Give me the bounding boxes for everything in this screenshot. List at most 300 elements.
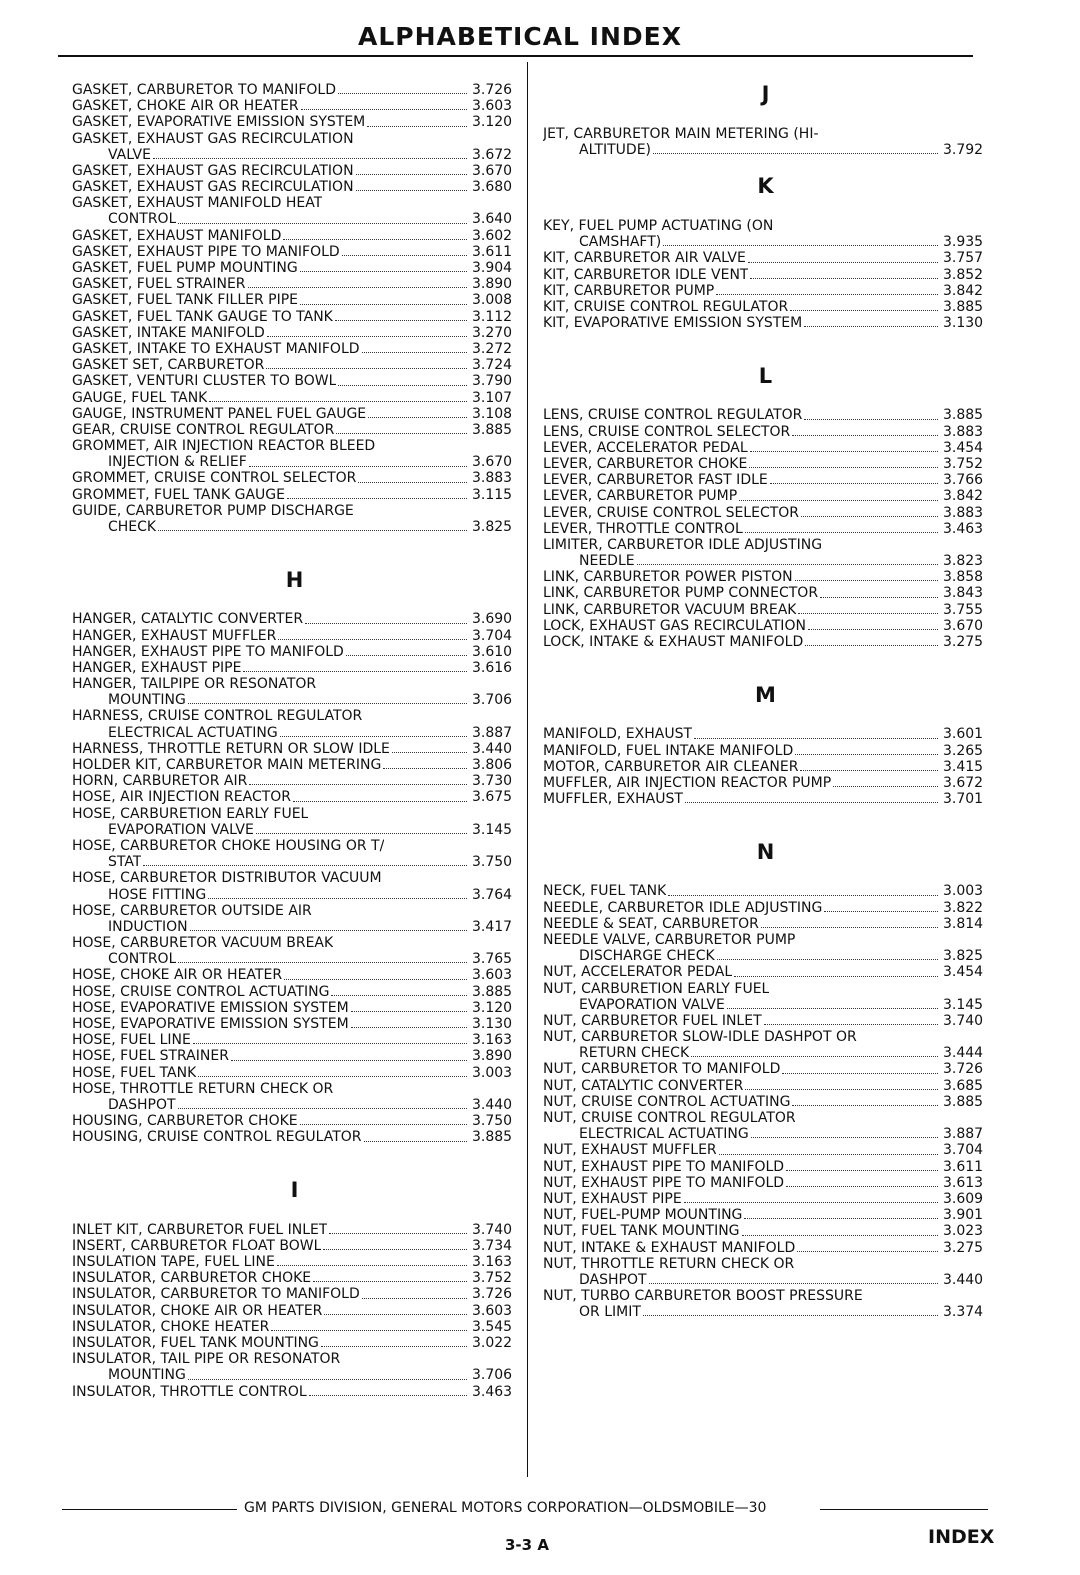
dot-leader <box>300 271 467 272</box>
dot-leader <box>748 262 938 263</box>
entry-section-number: 3.616 <box>472 659 513 676</box>
index-entry-line <box>543 981 988 997</box>
index-entry <box>543 1223 988 1239</box>
dot-leader <box>209 401 467 402</box>
entry-section-number: 3.444 <box>943 1045 984 1062</box>
index-entry <box>543 1191 988 1207</box>
entry-section-number: 3.023 <box>943 1223 984 1240</box>
entry-text: GROMMET, FUEL TANK GAUGE <box>72 486 285 503</box>
entry-text: HOSE, CARBURETOR CHOKE HOUSING OR T/ <box>72 837 385 854</box>
index-entry <box>543 883 988 899</box>
entry-text: INSULATOR, CARBURETOR CHOKE <box>72 1270 312 1287</box>
index-entry <box>543 472 988 488</box>
index-entry <box>72 406 517 422</box>
page-number: 3-3 A <box>505 1536 549 1554</box>
entry-text: NUT, CARBURETOR TO MANIFOLD <box>543 1061 781 1078</box>
index-entry <box>72 147 517 163</box>
dot-leader <box>824 911 938 912</box>
index-entry <box>72 741 517 757</box>
index-entry <box>72 789 517 805</box>
dot-leader <box>249 466 467 467</box>
entry-text: HOUSING, CRUISE CONTROL REGULATOR <box>72 1129 362 1146</box>
entry-section-number: 3.545 <box>472 1318 513 1335</box>
dot-leader <box>751 1137 938 1138</box>
index-entry <box>543 1126 988 1142</box>
entry-text: GAUGE, INSTRUMENT PANEL FUEL GAUGE <box>72 405 367 422</box>
entry-section-number: 3.890 <box>472 276 513 293</box>
entry-text: LEVER, CRUISE CONTROL SELECTOR <box>543 504 800 521</box>
dot-leader <box>231 1060 467 1061</box>
dot-leader <box>331 995 467 996</box>
entry-section-number: 3.842 <box>943 488 984 505</box>
entry-section-number: 3.107 <box>472 389 513 406</box>
dot-leader <box>367 126 467 127</box>
entry-text: NUT, CARBURETOR SLOW-IDLE DASHPOT OR <box>543 1029 857 1046</box>
column-divider <box>527 62 528 1477</box>
index-entry <box>543 553 988 569</box>
dot-leader <box>392 752 467 753</box>
entry-text: GASKET, INTAKE MANIFOLD <box>72 324 265 341</box>
entry-text: GASKET, FUEL STRAINER <box>72 276 246 293</box>
index-entry <box>72 822 517 838</box>
index-entry <box>543 916 988 932</box>
entry-section-number: 3.904 <box>472 260 513 277</box>
index-entry <box>543 299 988 315</box>
index-entry-line <box>72 1081 517 1097</box>
dot-leader <box>744 1218 938 1219</box>
entry-text: GAUGE, FUEL TANK <box>72 389 208 406</box>
entry-text: MANIFOLD, FUEL INTAKE MANIFOLD <box>543 742 794 759</box>
dot-leader <box>800 770 938 771</box>
index-entry <box>543 585 988 601</box>
index-entry <box>543 456 988 472</box>
entry-section-number: 3.843 <box>943 585 984 602</box>
dot-leader <box>750 278 938 279</box>
entry-text: HOSE, FUEL LINE <box>72 1032 191 1049</box>
entry-section-number: 3.454 <box>943 964 984 981</box>
dot-leader <box>792 435 938 436</box>
entry-text: GASKET, EXHAUST GAS RECIRCULATION <box>72 130 354 147</box>
index-entry <box>72 1384 517 1400</box>
index-entry <box>72 422 517 438</box>
index-entry <box>72 1319 517 1335</box>
dot-leader <box>188 703 467 704</box>
entry-section-number: 3.265 <box>943 742 984 759</box>
entry-section-number: 3.275 <box>943 1239 984 1256</box>
entry-text: GASKET, FUEL TANK FILLER PIPE <box>72 292 298 309</box>
index-entry <box>72 244 517 260</box>
dot-leader <box>300 304 467 305</box>
dot-leader <box>668 895 938 896</box>
dot-leader <box>786 1170 938 1171</box>
entry-text: ELECTRICAL ACTUATING <box>108 724 278 741</box>
dot-leader <box>356 174 467 175</box>
entry-text: GASKET, EXHAUST MANIFOLD HEAT <box>72 195 323 212</box>
entry-text: LOCK, INTAKE & EXHAUST MANIFOLD <box>543 634 804 651</box>
index-entry <box>72 1113 517 1129</box>
entry-text: LEVER, THROTTLE CONTROL <box>543 520 743 537</box>
entry-text: HOSE FITTING <box>108 886 207 903</box>
index-entry <box>72 373 517 389</box>
entry-text: INSERT, CARBURETOR FLOAT BOWL <box>72 1237 322 1254</box>
entry-text: KIT, EVAPORATIVE EMISSION SYSTEM <box>543 315 803 332</box>
page-title: ALPHABETICAL INDEX <box>357 22 683 51</box>
dot-leader <box>795 754 938 755</box>
section-label: INDEX <box>928 1526 995 1548</box>
entry-section-number: 3.750 <box>472 1113 513 1130</box>
entry-section-number: 3.163 <box>472 1254 513 1271</box>
entry-text: STAT <box>108 854 142 871</box>
dot-leader <box>362 1298 467 1299</box>
index-entry <box>543 618 988 634</box>
entry-text: NUT, INTAKE & EXHAUST MANIFOLD <box>543 1239 796 1256</box>
entry-text: NUT, EXHAUST MUFFLER <box>543 1142 717 1159</box>
dot-leader <box>243 671 467 672</box>
dot-leader <box>685 802 938 803</box>
entry-text: CONTROL <box>108 951 177 968</box>
index-entry <box>72 471 517 487</box>
dot-leader <box>649 1283 938 1284</box>
entry-text: GASKET, INTAKE TO EXHAUST MANIFOLD <box>72 340 360 357</box>
index-entry <box>72 341 517 357</box>
dot-leader <box>745 1089 938 1090</box>
entry-text: GROMMET, AIR INJECTION REACTOR BLEED <box>72 438 376 455</box>
entry-section-number: 3.757 <box>943 250 984 267</box>
dot-leader <box>808 629 938 630</box>
entry-text: NUT, CATALYTIC CONVERTER <box>543 1077 744 1094</box>
entry-text: GEAR, CRUISE CONTROL REGULATOR <box>72 421 335 438</box>
index-entry <box>72 163 517 179</box>
index-entry-line <box>72 903 517 919</box>
entry-section-number: 3.680 <box>472 179 513 196</box>
dot-leader <box>335 320 467 321</box>
entry-text: MUFFLER, AIR INJECTION REACTOR PUMP <box>543 774 832 791</box>
entry-text: MUFFLER, EXHAUST <box>543 791 683 808</box>
entry-text: NUT, FUEL TANK MOUNTING <box>543 1223 740 1240</box>
entry-section-number: 3.115 <box>472 486 513 503</box>
index-entry <box>543 634 988 650</box>
index-entry <box>543 1272 988 1288</box>
entry-text: KIT, CARBURETOR AIR VALVE <box>543 250 746 267</box>
index-entry <box>72 644 517 660</box>
dot-leader <box>719 1154 938 1155</box>
entry-section-number: 3.130 <box>943 315 984 332</box>
entry-text: HOSE, CHOKE AIR OR HEATER <box>72 967 283 984</box>
index-entry <box>543 791 988 807</box>
index-entry <box>72 1270 517 1286</box>
dot-leader <box>338 385 467 386</box>
dot-leader <box>153 158 467 159</box>
entry-text: ELECTRICAL ACTUATING <box>579 1126 749 1143</box>
entry-text: HOSE, FUEL TANK <box>72 1064 197 1081</box>
dot-leader <box>323 1249 467 1250</box>
entry-section-number: 3.145 <box>472 821 513 838</box>
index-entry <box>543 964 988 980</box>
dot-leader <box>248 287 467 288</box>
index-entry <box>543 1240 988 1256</box>
index-entry <box>72 854 517 870</box>
entry-section-number: 3.734 <box>472 1237 513 1254</box>
entry-section-number: 3.275 <box>943 634 984 651</box>
index-entry <box>72 309 517 325</box>
dot-leader <box>356 190 467 191</box>
entry-text: NUT, EXHAUST PIPE <box>543 1190 682 1207</box>
entry-text: LINK, CARBURETOR VACUUM BREAK <box>543 601 797 618</box>
dot-leader <box>351 1027 467 1028</box>
entry-text: HOSE, THROTTLE RETURN CHECK OR <box>72 1080 334 1097</box>
index-entry-line <box>72 676 517 692</box>
dot-leader <box>280 736 467 737</box>
index-entry-line <box>543 1256 988 1272</box>
dot-leader <box>727 1008 938 1009</box>
entry-section-number: 3.890 <box>472 1048 513 1065</box>
entry-section-number: 3.755 <box>943 601 984 618</box>
entry-text: LEVER, CARBURETOR CHOKE <box>543 455 748 472</box>
entry-section-number: 3.611 <box>472 243 513 260</box>
entry-section-number: 3.706 <box>472 692 513 709</box>
entry-text: NUT, CARBURETION EARLY FUEL <box>543 980 770 997</box>
entry-text: KEY, FUEL PUMP ACTUATING (ON <box>543 217 774 234</box>
dot-leader <box>717 959 938 960</box>
entry-text: NECK, FUEL TANK <box>543 883 667 900</box>
index-entry <box>543 759 988 775</box>
index-entry <box>72 82 517 98</box>
entry-section-number: 3.901 <box>943 1207 984 1224</box>
index-entry <box>543 250 988 266</box>
entry-text: INSULATOR, CARBURETOR TO MANIFOLD <box>72 1286 360 1303</box>
index-entry <box>72 98 517 114</box>
entry-section-number: 3.726 <box>943 1061 984 1078</box>
dot-leader <box>278 639 467 640</box>
index-entry <box>543 315 988 331</box>
dot-leader <box>761 927 938 928</box>
entry-text: INSULATOR, FUEL TANK MOUNTING <box>72 1334 319 1351</box>
entry-section-number: 3.463 <box>943 520 984 537</box>
index-entry <box>543 743 988 759</box>
index-entry <box>72 357 517 373</box>
entry-section-number: 3.120 <box>472 999 513 1016</box>
entry-text: HOSE, EVAPORATIVE EMISSION SYSTEM <box>72 1016 349 1033</box>
entry-section-number: 3.885 <box>472 983 513 1000</box>
dot-leader <box>798 613 938 614</box>
entry-text: HOUSING, CARBURETOR CHOKE <box>72 1113 298 1130</box>
entry-text: LIMITER, CARBURETOR IDLE ADJUSTING <box>543 536 823 553</box>
entry-text: NUT, FUEL-PUMP MOUNTING <box>543 1207 743 1224</box>
index-entry <box>543 1142 988 1158</box>
index-entry <box>72 114 517 130</box>
entry-text: INSULATOR, CHOKE HEATER <box>72 1318 270 1335</box>
dot-leader <box>653 153 938 154</box>
entry-section-number: 3.603 <box>472 1302 513 1319</box>
entry-section-number: 3.130 <box>472 1016 513 1033</box>
entry-text: HANGER, CATALYTIC CONVERTER <box>72 611 304 628</box>
dot-leader <box>190 930 467 931</box>
index-entry <box>72 276 517 292</box>
index-entry <box>72 1367 517 1383</box>
index-entry <box>543 900 988 916</box>
entry-section-number: 3.752 <box>943 455 984 472</box>
dot-leader <box>368 417 467 418</box>
entry-section-number: 3.603 <box>472 967 513 984</box>
entry-section-number: 3.706 <box>472 1367 513 1384</box>
section-letter-l: L <box>758 363 773 388</box>
index-entry <box>72 1238 517 1254</box>
entry-section-number: 3.822 <box>943 899 984 916</box>
entry-text: LENS, CRUISE CONTROL SELECTOR <box>543 423 791 440</box>
index-column-right <box>543 82 988 1320</box>
index-entry-line <box>543 537 988 553</box>
index-entry <box>543 775 988 791</box>
entry-text: NUT, TURBO CARBURETOR BOOST PRESSURE <box>543 1288 863 1305</box>
entry-section-number: 3.670 <box>943 617 984 634</box>
entry-text: EVAPORATION VALVE <box>108 821 254 838</box>
entry-text: GASKET, VENTURI CLUSTER TO BOWL <box>72 373 337 390</box>
index-entry-line <box>543 1110 988 1126</box>
entry-section-number: 3.440 <box>472 1096 513 1113</box>
index-entry <box>72 179 517 195</box>
entry-text: NUT, ACCELERATOR PEDAL <box>543 964 733 981</box>
entry-text: GASKET, EVAPORATIVE EMISSION SYSTEM <box>72 114 366 131</box>
entry-text: ALTITUDE) <box>579 141 652 158</box>
dot-leader <box>267 336 467 337</box>
entry-section-number: 3.272 <box>472 340 513 357</box>
index-entry <box>543 407 988 423</box>
entry-section-number: 3.610 <box>472 643 513 660</box>
entry-text: HOLDER KIT, CARBURETOR MAIN METERING <box>72 757 382 774</box>
dot-leader <box>329 1233 467 1234</box>
entry-section-number: 3.672 <box>943 774 984 791</box>
entry-text: GASKET SET, CARBURETOR <box>72 357 265 374</box>
entry-text: OR LIMIT <box>579 1304 641 1321</box>
index-entry <box>543 1094 988 1110</box>
index-entry-line <box>543 1288 988 1304</box>
entry-section-number: 3.935 <box>943 234 984 251</box>
entry-text: NEEDLE VALVE, CARBURETOR PUMP <box>543 931 796 948</box>
entry-text: INSULATOR, CHOKE AIR OR HEATER <box>72 1302 323 1319</box>
index-entry <box>72 292 517 308</box>
entry-text: HOSE, CRUISE CONTROL ACTUATING <box>72 983 330 1000</box>
dot-leader <box>833 786 938 787</box>
index-entry <box>72 967 517 983</box>
entry-section-number: 3.740 <box>943 1012 984 1029</box>
index-entry <box>72 1286 517 1302</box>
entry-text: KIT, CRUISE CONTROL REGULATOR <box>543 298 789 315</box>
entry-section-number: 3.640 <box>472 211 513 228</box>
index-entry-line <box>543 126 988 142</box>
index-entry <box>72 773 517 789</box>
dot-leader <box>805 645 938 646</box>
index-entry <box>543 1078 988 1094</box>
entry-section-number: 3.440 <box>472 740 513 757</box>
index-entry <box>72 984 517 1000</box>
dot-leader <box>792 1105 938 1106</box>
index-entry-line <box>72 838 517 854</box>
index-entry <box>543 1304 988 1320</box>
index-entry-line <box>72 438 517 454</box>
entry-section-number: 3.685 <box>943 1077 984 1094</box>
entry-text: JET, CARBURETOR MAIN METERING (HI- <box>543 125 819 142</box>
dot-leader <box>300 1124 467 1125</box>
dot-leader <box>351 1011 467 1012</box>
index-entry <box>72 390 517 406</box>
entry-text: CONTROL <box>108 211 177 228</box>
entry-text: GASKET, EXHAUST GAS RECIRCULATION <box>72 179 354 196</box>
entry-section-number: 3.883 <box>943 504 984 521</box>
index-entry-line <box>543 1029 988 1045</box>
entry-text: GASKET, CHOKE AIR OR HEATER <box>72 98 299 115</box>
entry-section-number: 3.603 <box>472 98 513 115</box>
section-letter-m: M <box>755 682 776 707</box>
entry-text: HOSE, EVAPORATIVE EMISSION SYSTEM <box>72 999 349 1016</box>
index-entry <box>543 142 988 158</box>
entry-section-number: 3.885 <box>943 298 984 315</box>
entry-text: MOTOR, CARBURETOR AIR CLEANER <box>543 758 799 775</box>
dot-leader <box>277 1265 467 1266</box>
entry-text: DISCHARGE CHECK <box>579 948 715 965</box>
entry-section-number: 3.003 <box>943 883 984 900</box>
index-entry-line <box>543 932 988 948</box>
entry-section-number: 3.022 <box>472 1334 513 1351</box>
section-letter-h: H <box>285 567 304 592</box>
dot-leader <box>143 865 467 866</box>
index-entry <box>72 487 517 503</box>
entry-text: GASKET, EXHAUST MANIFOLD <box>72 227 282 244</box>
index-entry <box>72 1065 517 1081</box>
entry-section-number: 3.415 <box>943 758 984 775</box>
entry-section-number: 3.883 <box>472 470 513 487</box>
dot-leader <box>188 1379 467 1380</box>
index-entry <box>543 488 988 504</box>
dot-leader <box>266 368 467 369</box>
dot-leader <box>283 239 467 240</box>
entry-text: INSULATION TAPE, FUEL LINE <box>72 1254 275 1271</box>
index-entry <box>543 440 988 456</box>
dot-leader <box>336 433 467 434</box>
entry-text: VALVE <box>108 146 151 163</box>
entry-section-number: 3.825 <box>472 519 513 536</box>
index-entry <box>72 1129 517 1145</box>
entry-text: GASKET, EXHAUST PIPE TO MANIFOLD <box>72 243 340 260</box>
dot-leader <box>804 419 938 420</box>
dot-leader <box>782 1073 938 1074</box>
index-entry <box>543 1061 988 1077</box>
dot-leader <box>346 655 467 656</box>
index-entry-line <box>72 935 517 951</box>
entry-text: GASKET, EXHAUST GAS RECIRCULATION <box>72 162 354 179</box>
entry-text: KIT, CARBURETOR PUMP <box>543 282 715 299</box>
entry-section-number: 3.690 <box>472 611 513 628</box>
entry-text: INJECTION & RELIEF <box>108 454 247 471</box>
entry-section-number: 3.806 <box>472 757 513 774</box>
dot-leader <box>271 1330 467 1331</box>
dot-leader <box>739 500 938 501</box>
index-entry-line <box>543 218 988 234</box>
entry-text: INDUCTION <box>108 918 188 935</box>
index-entry <box>543 267 988 283</box>
dot-leader <box>770 483 938 484</box>
index-entry <box>543 1013 988 1029</box>
dot-leader <box>284 979 467 980</box>
entry-text: NUT, EXHAUST PIPE TO MANIFOLD <box>543 1158 785 1175</box>
entry-text: HANGER, EXHAUST PIPE <box>72 659 242 676</box>
section-letter-n: N <box>756 839 775 864</box>
entry-text: INLET KIT, CARBURETOR FUEL INLET <box>72 1221 328 1238</box>
entry-section-number: 3.887 <box>472 724 513 741</box>
entry-section-number: 3.112 <box>472 308 513 325</box>
index-entry <box>72 919 517 935</box>
footer-rule-right <box>820 1509 988 1510</box>
entry-text: NEEDLE, CARBURETOR IDLE ADJUSTING <box>543 899 823 916</box>
